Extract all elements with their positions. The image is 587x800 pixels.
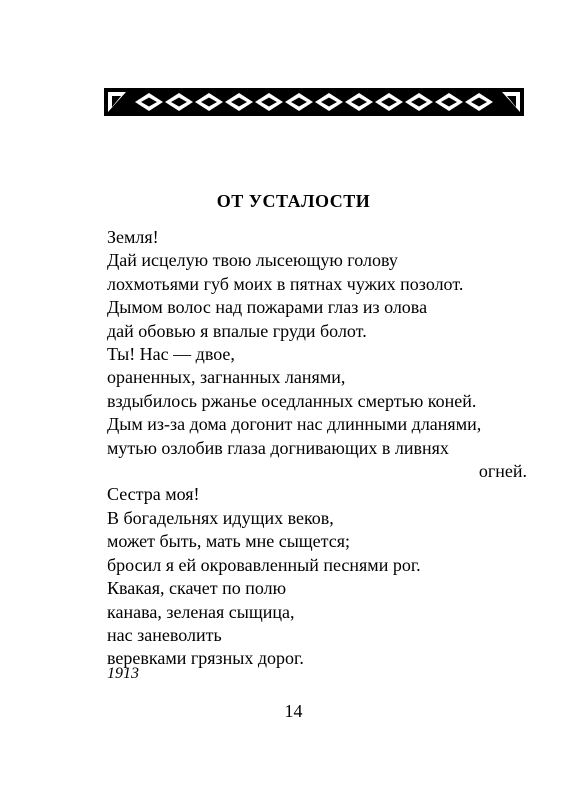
poem-line: мутью озлобив глаза догнивающих в ливнях <box>107 437 449 458</box>
poem-title: ОТ УСТАЛОСТИ <box>216 191 371 211</box>
poem-line: вздыбилось ржанье оседланных смертью коней. <box>107 390 477 411</box>
stanza-1 <box>107 226 527 483</box>
poem-line: Дымом волос над пожарами глаз из олова <box>107 297 428 318</box>
poem-line-hanging-tail: огней. <box>478 461 527 482</box>
poem-body <box>107 226 527 671</box>
poem-line: веревками грязных дорог. <box>107 648 304 669</box>
poem-line: лохмотьями губ моих в пятнах чужих позолот. <box>107 273 464 294</box>
poem-line: Дым из-за дома догонит нас длинными дланями, <box>107 414 482 435</box>
stanza-2 <box>107 483 527 670</box>
poem-line: ораненных, загнанных ланями, <box>107 367 346 388</box>
poem-line: бросил я ей окровавленный песнями рог. <box>107 554 421 575</box>
page-number: 14 <box>284 701 303 721</box>
poem-line: нас заневолить <box>107 624 222 645</box>
poem-line: Квакая, скачет по полю <box>107 578 287 599</box>
poem-line: В богадельнях идущих веков, <box>107 507 334 528</box>
poem-line: Дай исцелую твою лысеющую голову <box>107 250 398 271</box>
poem-line: дай обовью я впалые груди болот. <box>107 320 367 341</box>
poem-year: 1913 <box>107 665 139 682</box>
poem-line: может быть, мать мне сыщется; <box>107 531 350 552</box>
poem-line: Ты! Нас — двое, <box>107 344 235 365</box>
poem-line: Сестра моя! <box>107 484 200 505</box>
poem-line: канава, зеленая сыщица, <box>107 601 295 622</box>
poem-line: Земля! <box>107 227 159 247</box>
decorative-ornament-border <box>104 88 524 116</box>
